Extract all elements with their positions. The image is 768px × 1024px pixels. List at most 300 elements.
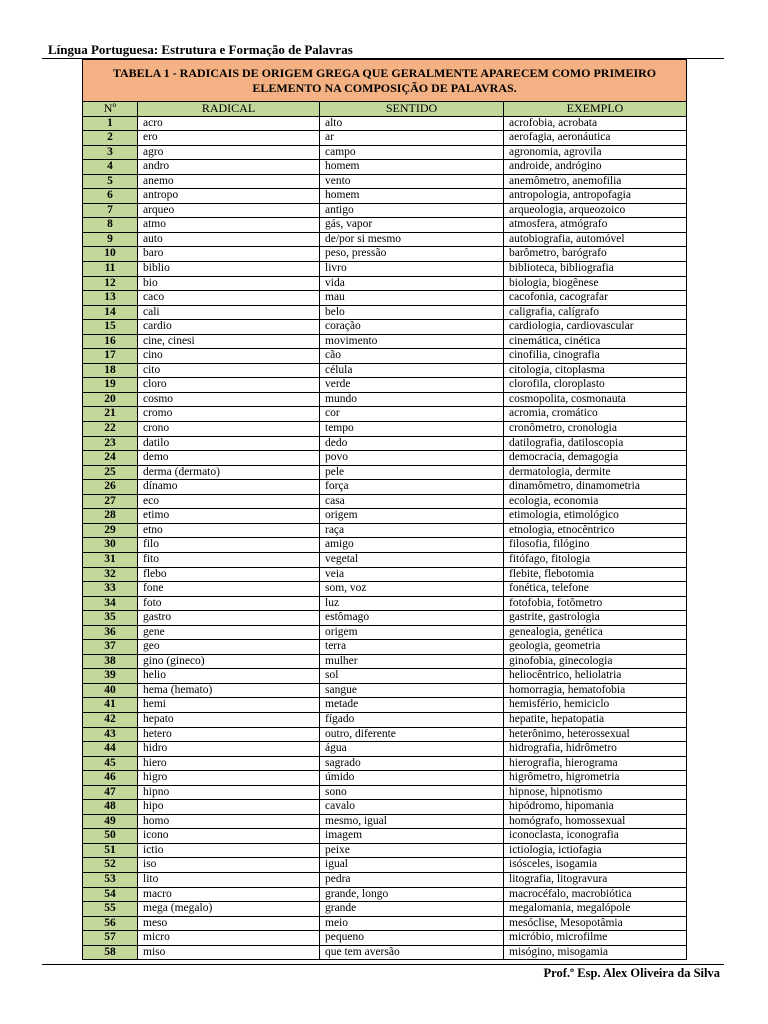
- radicals-table-container: [82, 59, 686, 960]
- row-number: 41: [83, 698, 138, 713]
- exemplo-cell: cronômetro, cronologia: [504, 422, 687, 437]
- row-number: 52: [83, 858, 138, 873]
- exemplo-cell: filosofia, filógino: [504, 538, 687, 553]
- sentido-cell: vegetal: [320, 552, 504, 567]
- table-row: [83, 116, 687, 131]
- sentido-cell: coração: [320, 320, 504, 335]
- row-number: 2: [83, 131, 138, 146]
- table-row: [83, 145, 687, 160]
- exemplo-cell: hipódromo, hipomania: [504, 800, 687, 815]
- row-number: 49: [83, 814, 138, 829]
- exemplo-cell: cinofilia, cinografia: [504, 349, 687, 364]
- row-number: 43: [83, 727, 138, 742]
- sentido-cell: origem: [320, 625, 504, 640]
- table-row: [83, 625, 687, 640]
- radical-cell: flebo: [138, 567, 320, 582]
- row-number: 15: [83, 320, 138, 335]
- row-number: 34: [83, 596, 138, 611]
- row-number: 13: [83, 291, 138, 306]
- row-number: 12: [83, 276, 138, 291]
- table-row: [83, 451, 687, 466]
- exemplo-cell: datilografia, datiloscopia: [504, 436, 687, 451]
- table-row: [83, 291, 687, 306]
- exemplo-cell: anemômetro, anemofilia: [504, 174, 687, 189]
- sentido-cell: casa: [320, 494, 504, 509]
- radical-cell: fone: [138, 582, 320, 597]
- sentido-cell: grande: [320, 902, 504, 917]
- table-row: [83, 771, 687, 786]
- radical-cell: derma (dermato): [138, 465, 320, 480]
- row-number: 48: [83, 800, 138, 815]
- row-number: 47: [83, 785, 138, 800]
- table-row: [83, 902, 687, 917]
- row-number: 28: [83, 509, 138, 524]
- sentido-cell: raça: [320, 523, 504, 538]
- row-number: 37: [83, 640, 138, 655]
- sentido-cell: mau: [320, 291, 504, 306]
- page-header: Língua Portuguesa: Estrutura e Formação de Palavras: [48, 42, 353, 57]
- radical-cell: micro: [138, 931, 320, 946]
- radical-cell: helio: [138, 669, 320, 684]
- row-number: 51: [83, 843, 138, 858]
- exemplo-cell: flebite, flebotomia: [504, 567, 687, 582]
- sentido-cell: cão: [320, 349, 504, 364]
- radical-cell: crono: [138, 422, 320, 437]
- row-number: 44: [83, 742, 138, 757]
- sentido-cell: luz: [320, 596, 504, 611]
- exemplo-cell: hipnose, hipnotismo: [504, 785, 687, 800]
- exemplo-cell: cosmopolita, cosmonauta: [504, 392, 687, 407]
- table-row: [83, 916, 687, 931]
- table-row: [83, 189, 687, 204]
- table-row: [83, 727, 687, 742]
- radical-cell: homo: [138, 814, 320, 829]
- row-number: 31: [83, 552, 138, 567]
- radical-cell: caco: [138, 291, 320, 306]
- sentido-cell: de/por si mesmo: [320, 232, 504, 247]
- row-number: 39: [83, 669, 138, 684]
- row-number: 20: [83, 392, 138, 407]
- column-header-radical: RADICAL: [138, 102, 320, 117]
- sentido-cell: cor: [320, 407, 504, 422]
- table-row: [83, 276, 687, 291]
- sentido-cell: que tem aversão: [320, 945, 504, 960]
- radical-cell: etno: [138, 523, 320, 538]
- row-number: 35: [83, 611, 138, 626]
- sentido-cell: igual: [320, 858, 504, 873]
- row-number: 50: [83, 829, 138, 844]
- exemplo-cell: biologia, biogênese: [504, 276, 687, 291]
- exemplo-cell: geologia, geometria: [504, 640, 687, 655]
- row-number: 46: [83, 771, 138, 786]
- sentido-cell: mulher: [320, 654, 504, 669]
- exemplo-cell: isósceles, isogamia: [504, 858, 687, 873]
- exemplo-cell: heliocêntrico, heliolatria: [504, 669, 687, 684]
- table-row: [83, 698, 687, 713]
- exemplo-cell: genealogia, genética: [504, 625, 687, 640]
- radical-cell: hepato: [138, 712, 320, 727]
- radical-cell: arqueo: [138, 203, 320, 218]
- exemplo-cell: acromia, cromático: [504, 407, 687, 422]
- table-row: [83, 131, 687, 146]
- column-header-exemplo: EXEMPLO: [504, 102, 687, 117]
- table-row: [83, 814, 687, 829]
- row-number: 57: [83, 931, 138, 946]
- table-row: [83, 509, 687, 524]
- sentido-cell: gás, vapor: [320, 218, 504, 233]
- table-row: [83, 392, 687, 407]
- table-row: [83, 887, 687, 902]
- row-number: 42: [83, 712, 138, 727]
- table-row: [83, 436, 687, 451]
- radical-cell: gene: [138, 625, 320, 640]
- table-row: [83, 872, 687, 887]
- radical-cell: auto: [138, 232, 320, 247]
- sentido-cell: vida: [320, 276, 504, 291]
- exemplo-cell: ecologia, economia: [504, 494, 687, 509]
- row-number: 32: [83, 567, 138, 582]
- table-row: [83, 640, 687, 655]
- sentido-cell: sono: [320, 785, 504, 800]
- column-header-sentido: SENTIDO: [320, 102, 504, 117]
- table-row: [83, 742, 687, 757]
- sentido-cell: livro: [320, 262, 504, 277]
- sentido-cell: úmido: [320, 771, 504, 786]
- table-row: [83, 596, 687, 611]
- sentido-cell: mundo: [320, 392, 504, 407]
- sentido-cell: belo: [320, 305, 504, 320]
- table-row: [83, 858, 687, 873]
- table-row: [83, 203, 687, 218]
- exemplo-cell: barômetro, barógrafo: [504, 247, 687, 262]
- sentido-cell: força: [320, 480, 504, 495]
- radical-cell: etimo: [138, 509, 320, 524]
- row-number: 38: [83, 654, 138, 669]
- row-number: 3: [83, 145, 138, 160]
- table-row: [83, 494, 687, 509]
- sentido-cell: alto: [320, 116, 504, 131]
- row-number: 30: [83, 538, 138, 553]
- radical-cell: hidro: [138, 742, 320, 757]
- table-caption: TABELA 1 - RADICAIS DE ORIGEM GREGA QUE GERALMENTE APARECEM COMO PRIMEIRO ELEMENTO NA COMPOSIÇÃO DE PALAVRAS.: [83, 60, 687, 102]
- table-row: [83, 480, 687, 495]
- exemplo-cell: atmosfera, atmógrafo: [504, 218, 687, 233]
- exemplo-cell: fonética, telefone: [504, 582, 687, 597]
- row-number: 1: [83, 116, 138, 131]
- exemplo-cell: fotofobia, fotômetro: [504, 596, 687, 611]
- sentido-cell: pele: [320, 465, 504, 480]
- table-row: [83, 683, 687, 698]
- radical-cell: hiero: [138, 756, 320, 771]
- exemplo-cell: ginofobia, ginecologia: [504, 654, 687, 669]
- sentido-cell: sol: [320, 669, 504, 684]
- exemplo-cell: androide, andrógino: [504, 160, 687, 175]
- row-number: 11: [83, 262, 138, 277]
- exemplo-cell: dinamômetro, dinamometria: [504, 480, 687, 495]
- sentido-cell: fígado: [320, 712, 504, 727]
- radical-cell: eco: [138, 494, 320, 509]
- row-number: 58: [83, 945, 138, 960]
- radicals-table: [82, 59, 687, 960]
- row-number: 24: [83, 451, 138, 466]
- radical-cell: cardio: [138, 320, 320, 335]
- row-number: 29: [83, 523, 138, 538]
- radical-cell: fito: [138, 552, 320, 567]
- sentido-cell: imagem: [320, 829, 504, 844]
- table-row: [83, 582, 687, 597]
- table-row: [83, 523, 687, 538]
- table-row: [83, 712, 687, 727]
- radical-cell: datilo: [138, 436, 320, 451]
- radical-cell: lito: [138, 872, 320, 887]
- table-row: [83, 160, 687, 175]
- table-row: [83, 320, 687, 335]
- sentido-cell: pedra: [320, 872, 504, 887]
- table-row: [83, 843, 687, 858]
- sentido-cell: ar: [320, 131, 504, 146]
- exemplo-cell: acrofobia, acrobata: [504, 116, 687, 131]
- sentido-cell: origem: [320, 509, 504, 524]
- exemplo-cell: etimologia, etimológico: [504, 509, 687, 524]
- radical-cell: cloro: [138, 378, 320, 393]
- table-row: [83, 567, 687, 582]
- exemplo-cell: etnologia, etnocêntrico: [504, 523, 687, 538]
- radical-cell: geo: [138, 640, 320, 655]
- exemplo-cell: dermatologia, dermite: [504, 465, 687, 480]
- exemplo-cell: citologia, citoplasma: [504, 363, 687, 378]
- radical-cell: cito: [138, 363, 320, 378]
- table-row: [83, 174, 687, 189]
- exemplo-cell: higrômetro, higrometria: [504, 771, 687, 786]
- sentido-cell: veia: [320, 567, 504, 582]
- exemplo-cell: hepatite, hepatopatia: [504, 712, 687, 727]
- exemplo-cell: agronomia, agrovila: [504, 145, 687, 160]
- sentido-cell: meio: [320, 916, 504, 931]
- exemplo-cell: biblioteca, bibliografia: [504, 262, 687, 277]
- radical-cell: foto: [138, 596, 320, 611]
- sentido-cell: mesmo, igual: [320, 814, 504, 829]
- radical-cell: ictio: [138, 843, 320, 858]
- radical-cell: cine, cinesi: [138, 334, 320, 349]
- sentido-cell: peso, pressão: [320, 247, 504, 262]
- radical-cell: agro: [138, 145, 320, 160]
- row-number: 8: [83, 218, 138, 233]
- exemplo-cell: caligrafia, calígrafo: [504, 305, 687, 320]
- sentido-cell: homem: [320, 160, 504, 175]
- radical-cell: hipno: [138, 785, 320, 800]
- row-number: 16: [83, 334, 138, 349]
- exemplo-cell: hierografia, hierograma: [504, 756, 687, 771]
- sentido-cell: tempo: [320, 422, 504, 437]
- sentido-cell: verde: [320, 378, 504, 393]
- sentido-cell: campo: [320, 145, 504, 160]
- row-number: 9: [83, 232, 138, 247]
- row-number: 19: [83, 378, 138, 393]
- table-row: [83, 931, 687, 946]
- sentido-cell: peixe: [320, 843, 504, 858]
- radical-cell: meso: [138, 916, 320, 931]
- sentido-cell: dedo: [320, 436, 504, 451]
- radical-cell: acro: [138, 116, 320, 131]
- radical-cell: ero: [138, 131, 320, 146]
- sentido-cell: metade: [320, 698, 504, 713]
- row-number: 33: [83, 582, 138, 597]
- exemplo-cell: litografia, litogravura: [504, 872, 687, 887]
- table-row: [83, 378, 687, 393]
- table-row: [83, 305, 687, 320]
- exemplo-cell: autobiografia, automóvel: [504, 232, 687, 247]
- table-row: [83, 945, 687, 960]
- radical-cell: anemo: [138, 174, 320, 189]
- table-header-row: [83, 102, 687, 117]
- exemplo-cell: clorofila, cloroplasto: [504, 378, 687, 393]
- radical-cell: hetero: [138, 727, 320, 742]
- radical-cell: cino: [138, 349, 320, 364]
- table-row: [83, 654, 687, 669]
- row-number: 4: [83, 160, 138, 175]
- sentido-cell: água: [320, 742, 504, 757]
- table-row: [83, 465, 687, 480]
- table-row: [83, 262, 687, 277]
- exemplo-cell: iconoclasta, iconografia: [504, 829, 687, 844]
- radical-cell: miso: [138, 945, 320, 960]
- table-row: [83, 349, 687, 364]
- row-number: 45: [83, 756, 138, 771]
- radical-cell: cromo: [138, 407, 320, 422]
- radical-cell: gino (gineco): [138, 654, 320, 669]
- table-row: [83, 232, 687, 247]
- radical-cell: higro: [138, 771, 320, 786]
- sentido-cell: grande, longo: [320, 887, 504, 902]
- exemplo-cell: mesóclise, Mesopotâmia: [504, 916, 687, 931]
- radical-cell: hema (hemato): [138, 683, 320, 698]
- row-number: 17: [83, 349, 138, 364]
- exemplo-cell: homorragia, hematofobia: [504, 683, 687, 698]
- radical-cell: baro: [138, 247, 320, 262]
- sentido-cell: vento: [320, 174, 504, 189]
- sentido-cell: célula: [320, 363, 504, 378]
- table-row: [83, 334, 687, 349]
- exemplo-cell: micróbio, microfilme: [504, 931, 687, 946]
- exemplo-cell: cinemática, cinética: [504, 334, 687, 349]
- table-row: [83, 669, 687, 684]
- table-row: [83, 552, 687, 567]
- sentido-cell: outro, diferente: [320, 727, 504, 742]
- exemplo-cell: macrocéfalo, macrobiótica: [504, 887, 687, 902]
- row-number: 25: [83, 465, 138, 480]
- sentido-cell: homem: [320, 189, 504, 204]
- sentido-cell: estômago: [320, 611, 504, 626]
- sentido-cell: antigo: [320, 203, 504, 218]
- row-number: 53: [83, 872, 138, 887]
- exemplo-cell: democracia, demagogia: [504, 451, 687, 466]
- row-number: 27: [83, 494, 138, 509]
- table-row: [83, 407, 687, 422]
- column-header-number: Nº: [83, 102, 138, 117]
- radical-cell: cosmo: [138, 392, 320, 407]
- sentido-cell: terra: [320, 640, 504, 655]
- radical-cell: demo: [138, 451, 320, 466]
- sentido-cell: pequeno: [320, 931, 504, 946]
- exemplo-cell: arqueologia, arqueozoico: [504, 203, 687, 218]
- sentido-cell: movimento: [320, 334, 504, 349]
- radical-cell: hipo: [138, 800, 320, 815]
- row-number: 6: [83, 189, 138, 204]
- sentido-cell: sangue: [320, 683, 504, 698]
- row-number: 22: [83, 422, 138, 437]
- table-row: [83, 756, 687, 771]
- sentido-cell: sagrado: [320, 756, 504, 771]
- exemplo-cell: aerofagia, aeronáutica: [504, 131, 687, 146]
- radical-cell: mega (megalo): [138, 902, 320, 917]
- row-number: 10: [83, 247, 138, 262]
- table-row: [83, 800, 687, 815]
- exemplo-cell: misógino, misogamia: [504, 945, 687, 960]
- radical-cell: cali: [138, 305, 320, 320]
- exemplo-cell: homógrafo, homossexual: [504, 814, 687, 829]
- exemplo-cell: gastrite, gastrologia: [504, 611, 687, 626]
- row-number: 26: [83, 480, 138, 495]
- radical-cell: andro: [138, 160, 320, 175]
- radical-cell: bio: [138, 276, 320, 291]
- table-body: [83, 116, 687, 960]
- sentido-cell: amigo: [320, 538, 504, 553]
- radical-cell: icono: [138, 829, 320, 844]
- table-row: [83, 218, 687, 233]
- exemplo-cell: megalomania, megalópole: [504, 902, 687, 917]
- table-row: [83, 785, 687, 800]
- exemplo-cell: hidrografia, hidrômetro: [504, 742, 687, 757]
- exemplo-cell: cacofonia, cacografar: [504, 291, 687, 306]
- row-number: 54: [83, 887, 138, 902]
- row-number: 23: [83, 436, 138, 451]
- exemplo-cell: fitófago, fitologia: [504, 552, 687, 567]
- exemplo-cell: hemisfério, hemiciclo: [504, 698, 687, 713]
- row-number: 21: [83, 407, 138, 422]
- row-number: 55: [83, 902, 138, 917]
- row-number: 56: [83, 916, 138, 931]
- exemplo-cell: cardiologia, cardiovascular: [504, 320, 687, 335]
- radical-cell: dínamo: [138, 480, 320, 495]
- exemplo-cell: heterônimo, heterossexual: [504, 727, 687, 742]
- row-number: 36: [83, 625, 138, 640]
- radical-cell: atmo: [138, 218, 320, 233]
- row-number: 7: [83, 203, 138, 218]
- row-number: 40: [83, 683, 138, 698]
- radical-cell: hemi: [138, 698, 320, 713]
- table-row: [83, 422, 687, 437]
- table-row: [83, 611, 687, 626]
- exemplo-cell: antropologia, antropofagia: [504, 189, 687, 204]
- exemplo-cell: ictiologia, ictiofagia: [504, 843, 687, 858]
- radical-cell: gastro: [138, 611, 320, 626]
- radical-cell: iso: [138, 858, 320, 873]
- row-number: 5: [83, 174, 138, 189]
- sentido-cell: som, voz: [320, 582, 504, 597]
- footer-rule: [42, 964, 724, 965]
- row-number: 14: [83, 305, 138, 320]
- row-number: 18: [83, 363, 138, 378]
- table-row: [83, 247, 687, 262]
- table-row: [83, 829, 687, 844]
- table-row: [83, 538, 687, 553]
- radical-cell: macro: [138, 887, 320, 902]
- radical-cell: biblio: [138, 262, 320, 277]
- page-footer: Prof.º Esp. Alex Oliveira da Silva: [543, 966, 720, 980]
- radical-cell: filo: [138, 538, 320, 553]
- table-row: [83, 363, 687, 378]
- sentido-cell: povo: [320, 451, 504, 466]
